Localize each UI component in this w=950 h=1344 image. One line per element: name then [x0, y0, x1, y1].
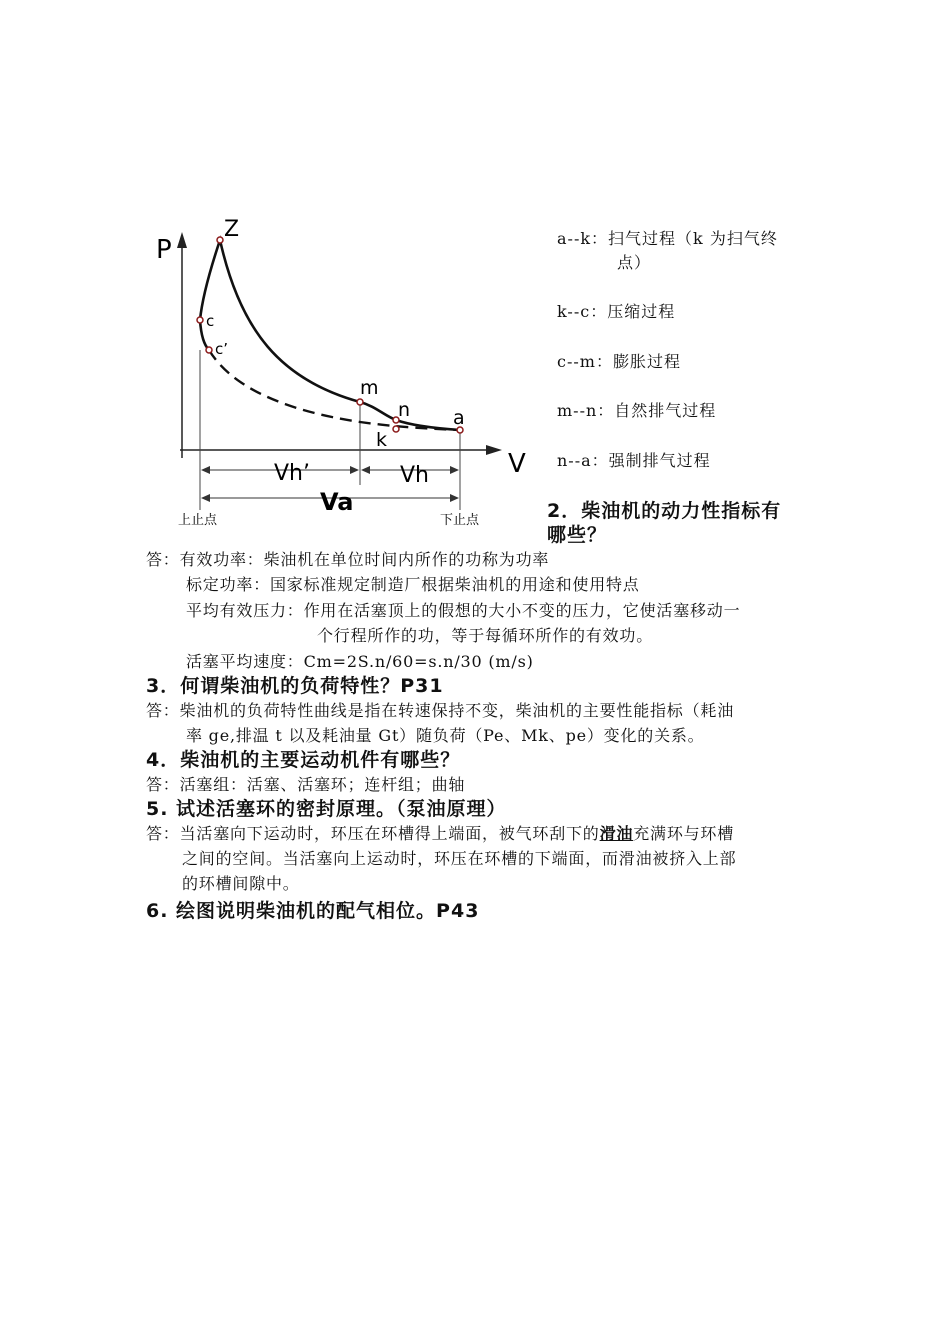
label-z: Z — [224, 217, 240, 242]
legend-item-ak: a--k：扫气过程（k 为扫气终 — [557, 229, 778, 248]
q5-answer-underlined: 滑油 — [599, 824, 634, 843]
label-c: c — [206, 312, 215, 330]
label-c-prime: c’ — [215, 340, 229, 358]
legend-item-mn: m--n：自然排气过程 — [557, 401, 717, 420]
q3-title: 3．何谓柴油机的负荷特性？P31 — [146, 675, 444, 697]
q6-title: 6. 绘图说明柴油机的配气相位。P43 — [146, 900, 480, 922]
vh-prime-arrow-left — [201, 466, 210, 474]
vh-arrow-right — [450, 466, 459, 474]
q5-answer-post: 充满环与环槽 — [633, 824, 735, 843]
legend-item-na: n--a：强制排气过程 — [557, 451, 711, 470]
q5-title: 5. 试述活塞环的密封原理。（泵油原理） — [146, 798, 507, 820]
q5-answer-line1 — [146, 822, 734, 846]
legend-item-cm: c--m：膨胀过程 — [557, 352, 681, 371]
point-m — [357, 399, 363, 405]
va-arrow-left — [201, 494, 210, 502]
q5-answer-line2: 之间的空间。当活塞向上运动时，环压在环槽的下端面，而滑油被挤入上部 — [182, 849, 737, 868]
label-tdc: 上止点 — [178, 513, 218, 528]
cycle-curve-solid — [200, 240, 460, 430]
label-va: Va — [320, 488, 354, 516]
compression-curve-dashed — [209, 350, 460, 430]
label-vh-prime: Vh’ — [274, 461, 310, 486]
q3-answer-line1: 答：柴油机的负荷特性曲线是指在转速保持不变，柴油机的主要性能指标（耗油 — [146, 701, 735, 720]
q5-answer-line3: 的环槽间隙中。 — [182, 874, 300, 893]
q2-answer-line2: 标定功率：国家标准规定制造厂根据柴油机的用途和使用特点 — [186, 575, 640, 594]
q3-answer-line2: 率 ge,排温 t 以及耗油量 Gt）随负荷（Pe、Mk、pe）变化的关系。 — [186, 726, 705, 745]
q2-answer-line1: 答：有效功率：柴油机在单位时间内所作的功称为功率 — [146, 550, 550, 569]
vh-prime-arrow-right — [350, 466, 359, 474]
q5-answer-pre: 答：当活塞向下运动时，环压在环槽得上端面，被气环刮下的 — [146, 824, 600, 843]
point-z — [217, 237, 223, 243]
va-arrow-right — [450, 494, 459, 502]
label-m: m — [360, 377, 379, 399]
point-c — [197, 317, 203, 323]
point-c-prime — [206, 347, 212, 353]
vh-arrow-left — [361, 466, 370, 474]
label-n: n — [398, 399, 411, 421]
q2-answer-line5: 活塞平均速度：Cm=2S.n/60=s.n/30 (m/s) — [186, 652, 534, 671]
q2-title-cont: 哪些？ — [547, 524, 608, 546]
label-k: k — [376, 429, 388, 451]
p-axis-label: P — [156, 235, 172, 265]
v-axis-arrow — [486, 445, 502, 455]
v-axis-label: V — [508, 449, 526, 479]
label-a: a — [453, 407, 465, 429]
pv-diagram — [156, 210, 540, 530]
point-k — [393, 426, 399, 432]
legend-item-kc: k--c：压缩过程 — [557, 302, 676, 321]
q2-answer-line4: 个行程所作的功，等于每循环所作的有效功。 — [317, 626, 654, 645]
legend-item-ak-cont: 点） — [617, 253, 652, 272]
q4-title: 4．柴油机的主要运动机件有哪些？ — [146, 749, 461, 771]
p-axis-arrow — [177, 232, 187, 248]
q2-title: 2．柴油机的动力性指标有 — [547, 500, 782, 522]
label-bdc: 下止点 — [440, 513, 480, 528]
label-vh: Vh — [400, 463, 429, 488]
q2-answer-line3: 平均有效压力：作用在活塞顶上的假想的大小不变的压力，它使活塞移动一 — [186, 601, 741, 620]
q4-answer: 答：活塞组：活塞、活塞环；连杆组；曲轴 — [146, 775, 466, 794]
